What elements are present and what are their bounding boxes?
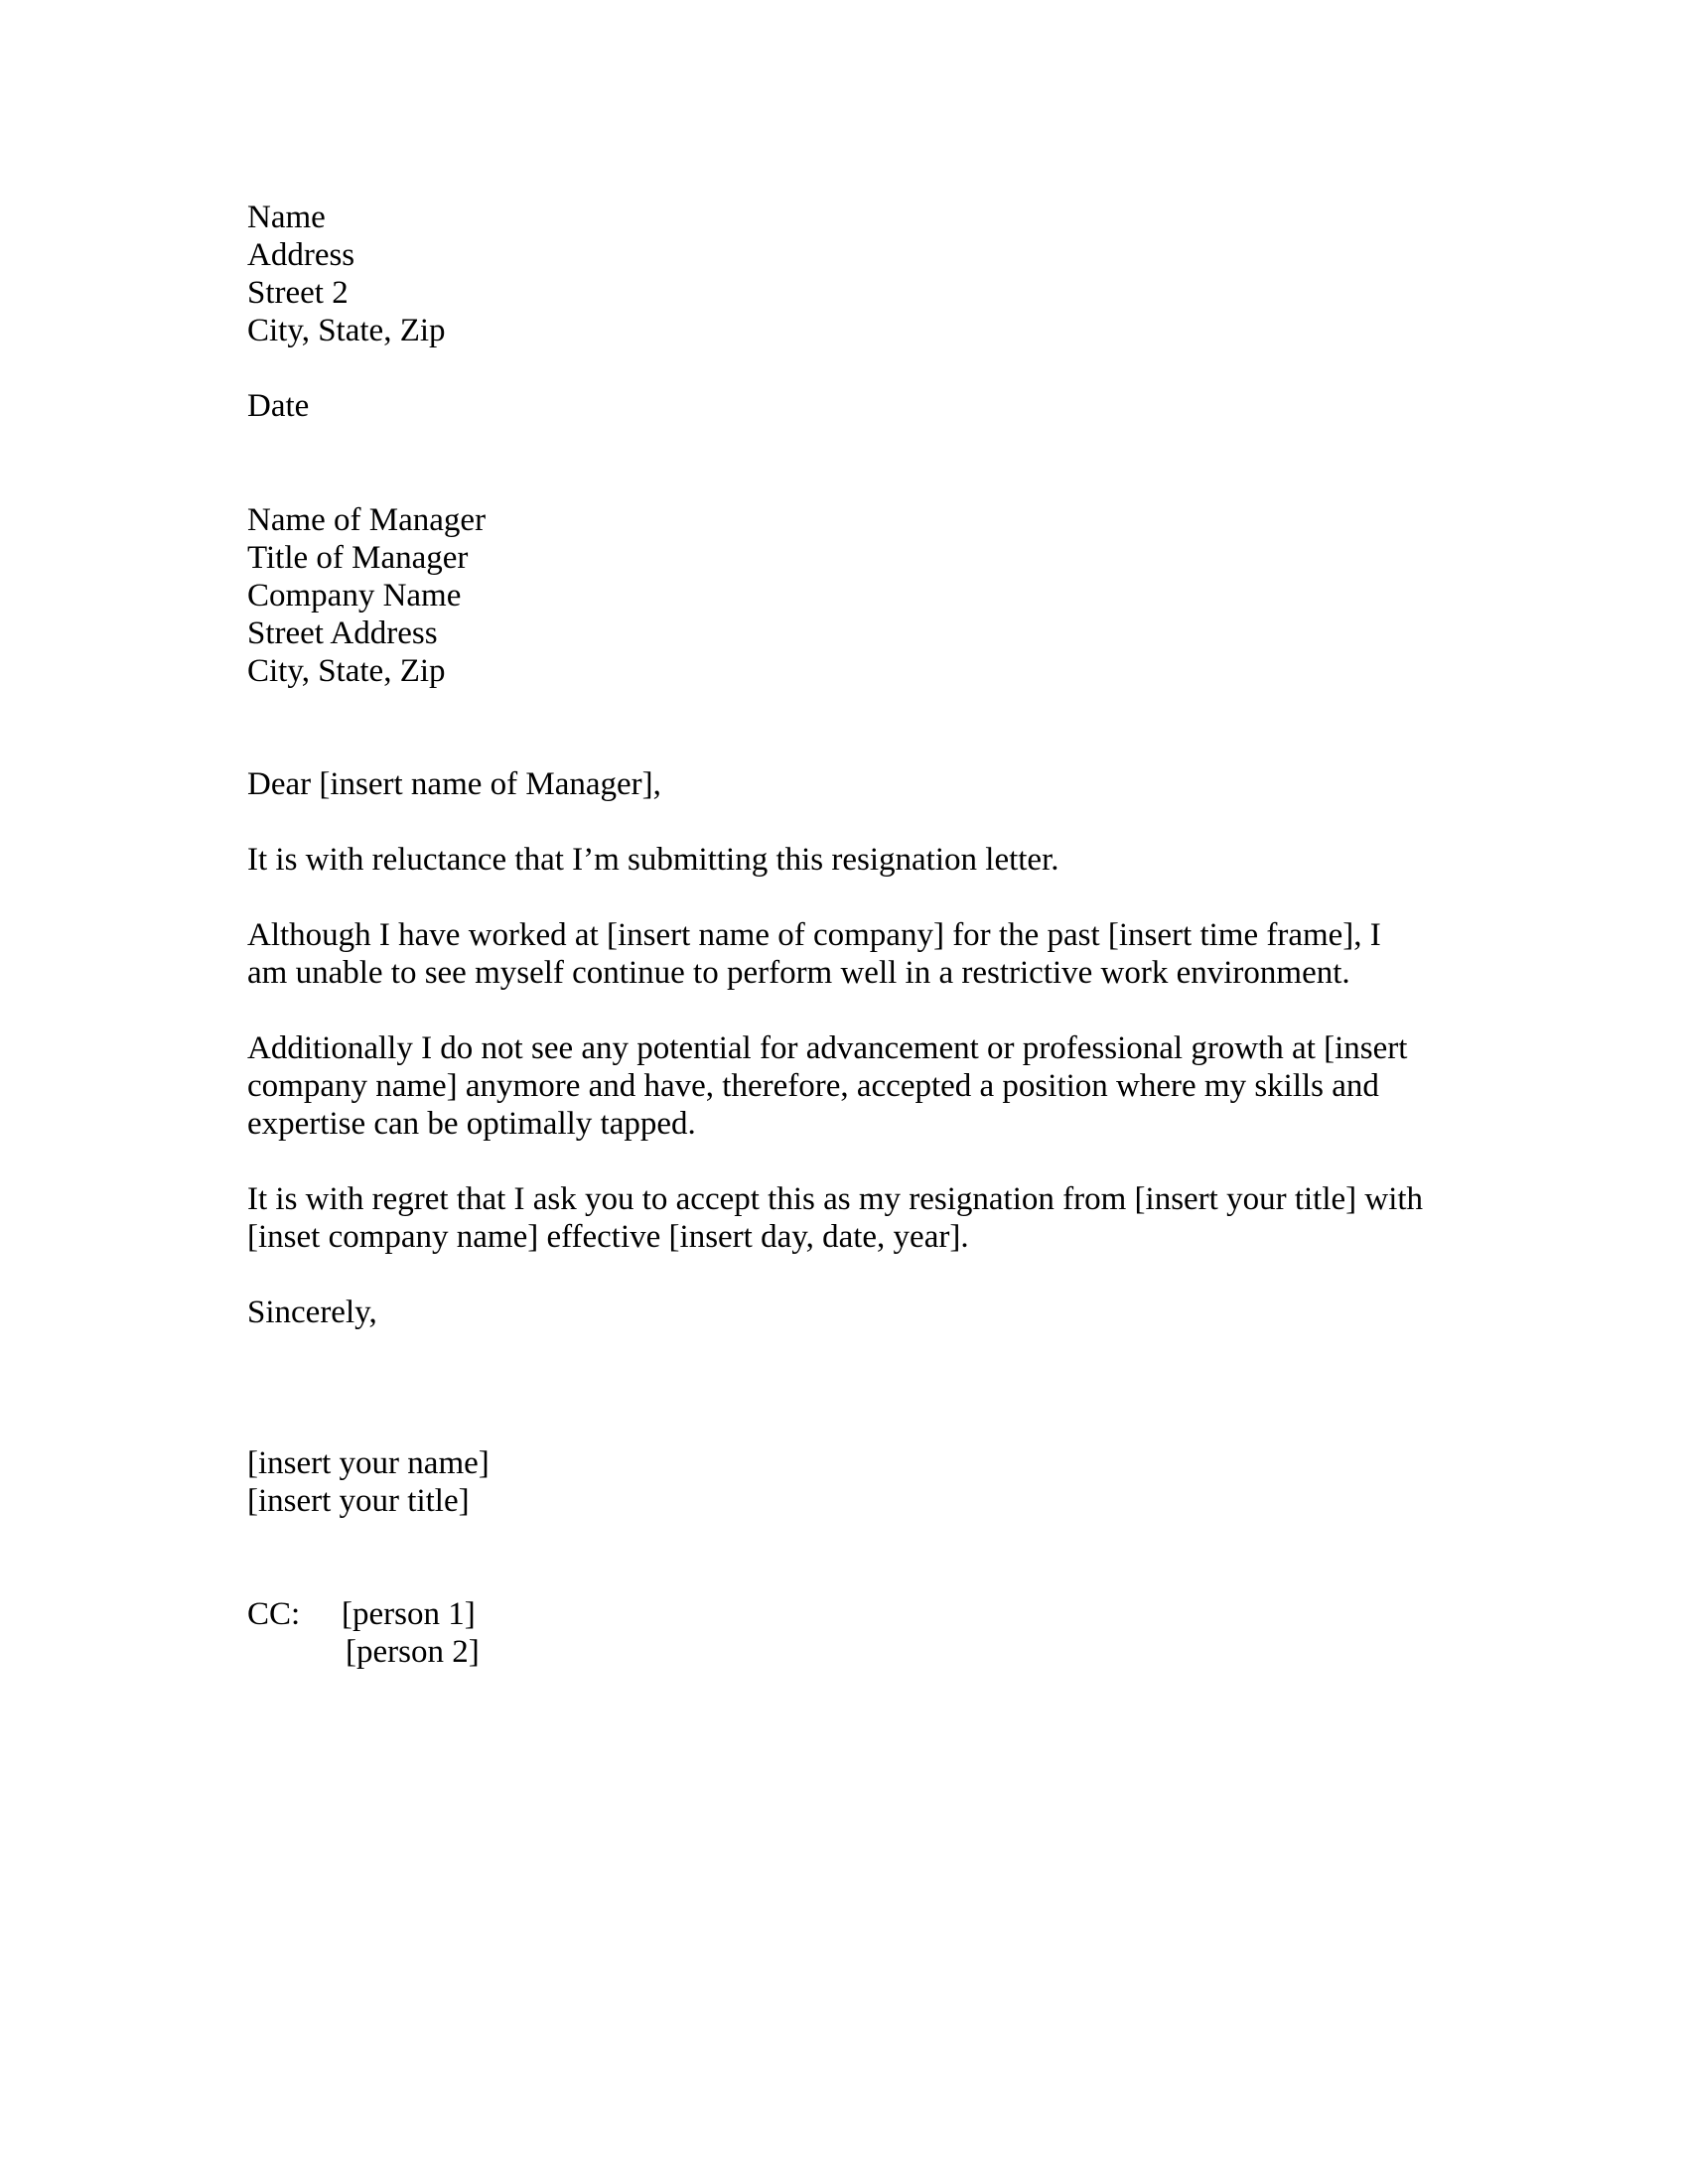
cc-person-2: [person 2] xyxy=(346,1634,480,1670)
sender-address: Address xyxy=(247,237,355,273)
recipient-street: Street Address xyxy=(247,615,438,651)
salutation: Dear [insert name of Manager], xyxy=(247,766,661,802)
recipient-name: Name of Manager xyxy=(247,502,487,538)
cc-label: CC: xyxy=(247,1596,301,1632)
cc-person-1: [person 1] xyxy=(342,1596,476,1632)
recipient-title: Title of Manager xyxy=(247,540,469,576)
signature-title: [insert your title] xyxy=(247,1483,470,1519)
recipient-company: Company Name xyxy=(247,578,462,614)
sender-street2: Street 2 xyxy=(247,275,349,311)
sender-name: Name xyxy=(247,200,326,235)
body-paragraph-3-line-3: expertise can be optimally tapped. xyxy=(247,1106,696,1142)
body-paragraph-4-line-1: It is with regret that I ask you to accept this as my resignation from [insert your title] with xyxy=(247,1181,1424,1217)
body-paragraph-2-line-2: am unable to see myself continue to perform well in a restrictive work environment. xyxy=(247,955,1350,991)
recipient-city-state-zip: City, State, Zip xyxy=(247,653,446,689)
signature-name: [insert your name] xyxy=(247,1445,490,1481)
body-paragraph-1: It is with reluctance that I’m submitting this resignation letter. xyxy=(247,842,1059,878)
letter-date: Date xyxy=(247,388,310,424)
sender-city-state-zip: City, State, Zip xyxy=(247,313,446,348)
body-paragraph-3-line-2: company name] anymore and have, therefore, accepted a position where my skills and xyxy=(247,1068,1379,1104)
body-paragraph-4-line-2: [inset company name] effective [insert day, date, year]. xyxy=(247,1219,969,1255)
body-paragraph-2-line-1: Although I have worked at [insert name of company] for the past [insert time frame], I xyxy=(247,917,1381,953)
body-paragraph-3-line-1: Additionally I do not see any potential for advancement or professional growth at [insert xyxy=(247,1030,1408,1066)
closing: Sincerely, xyxy=(247,1295,377,1330)
